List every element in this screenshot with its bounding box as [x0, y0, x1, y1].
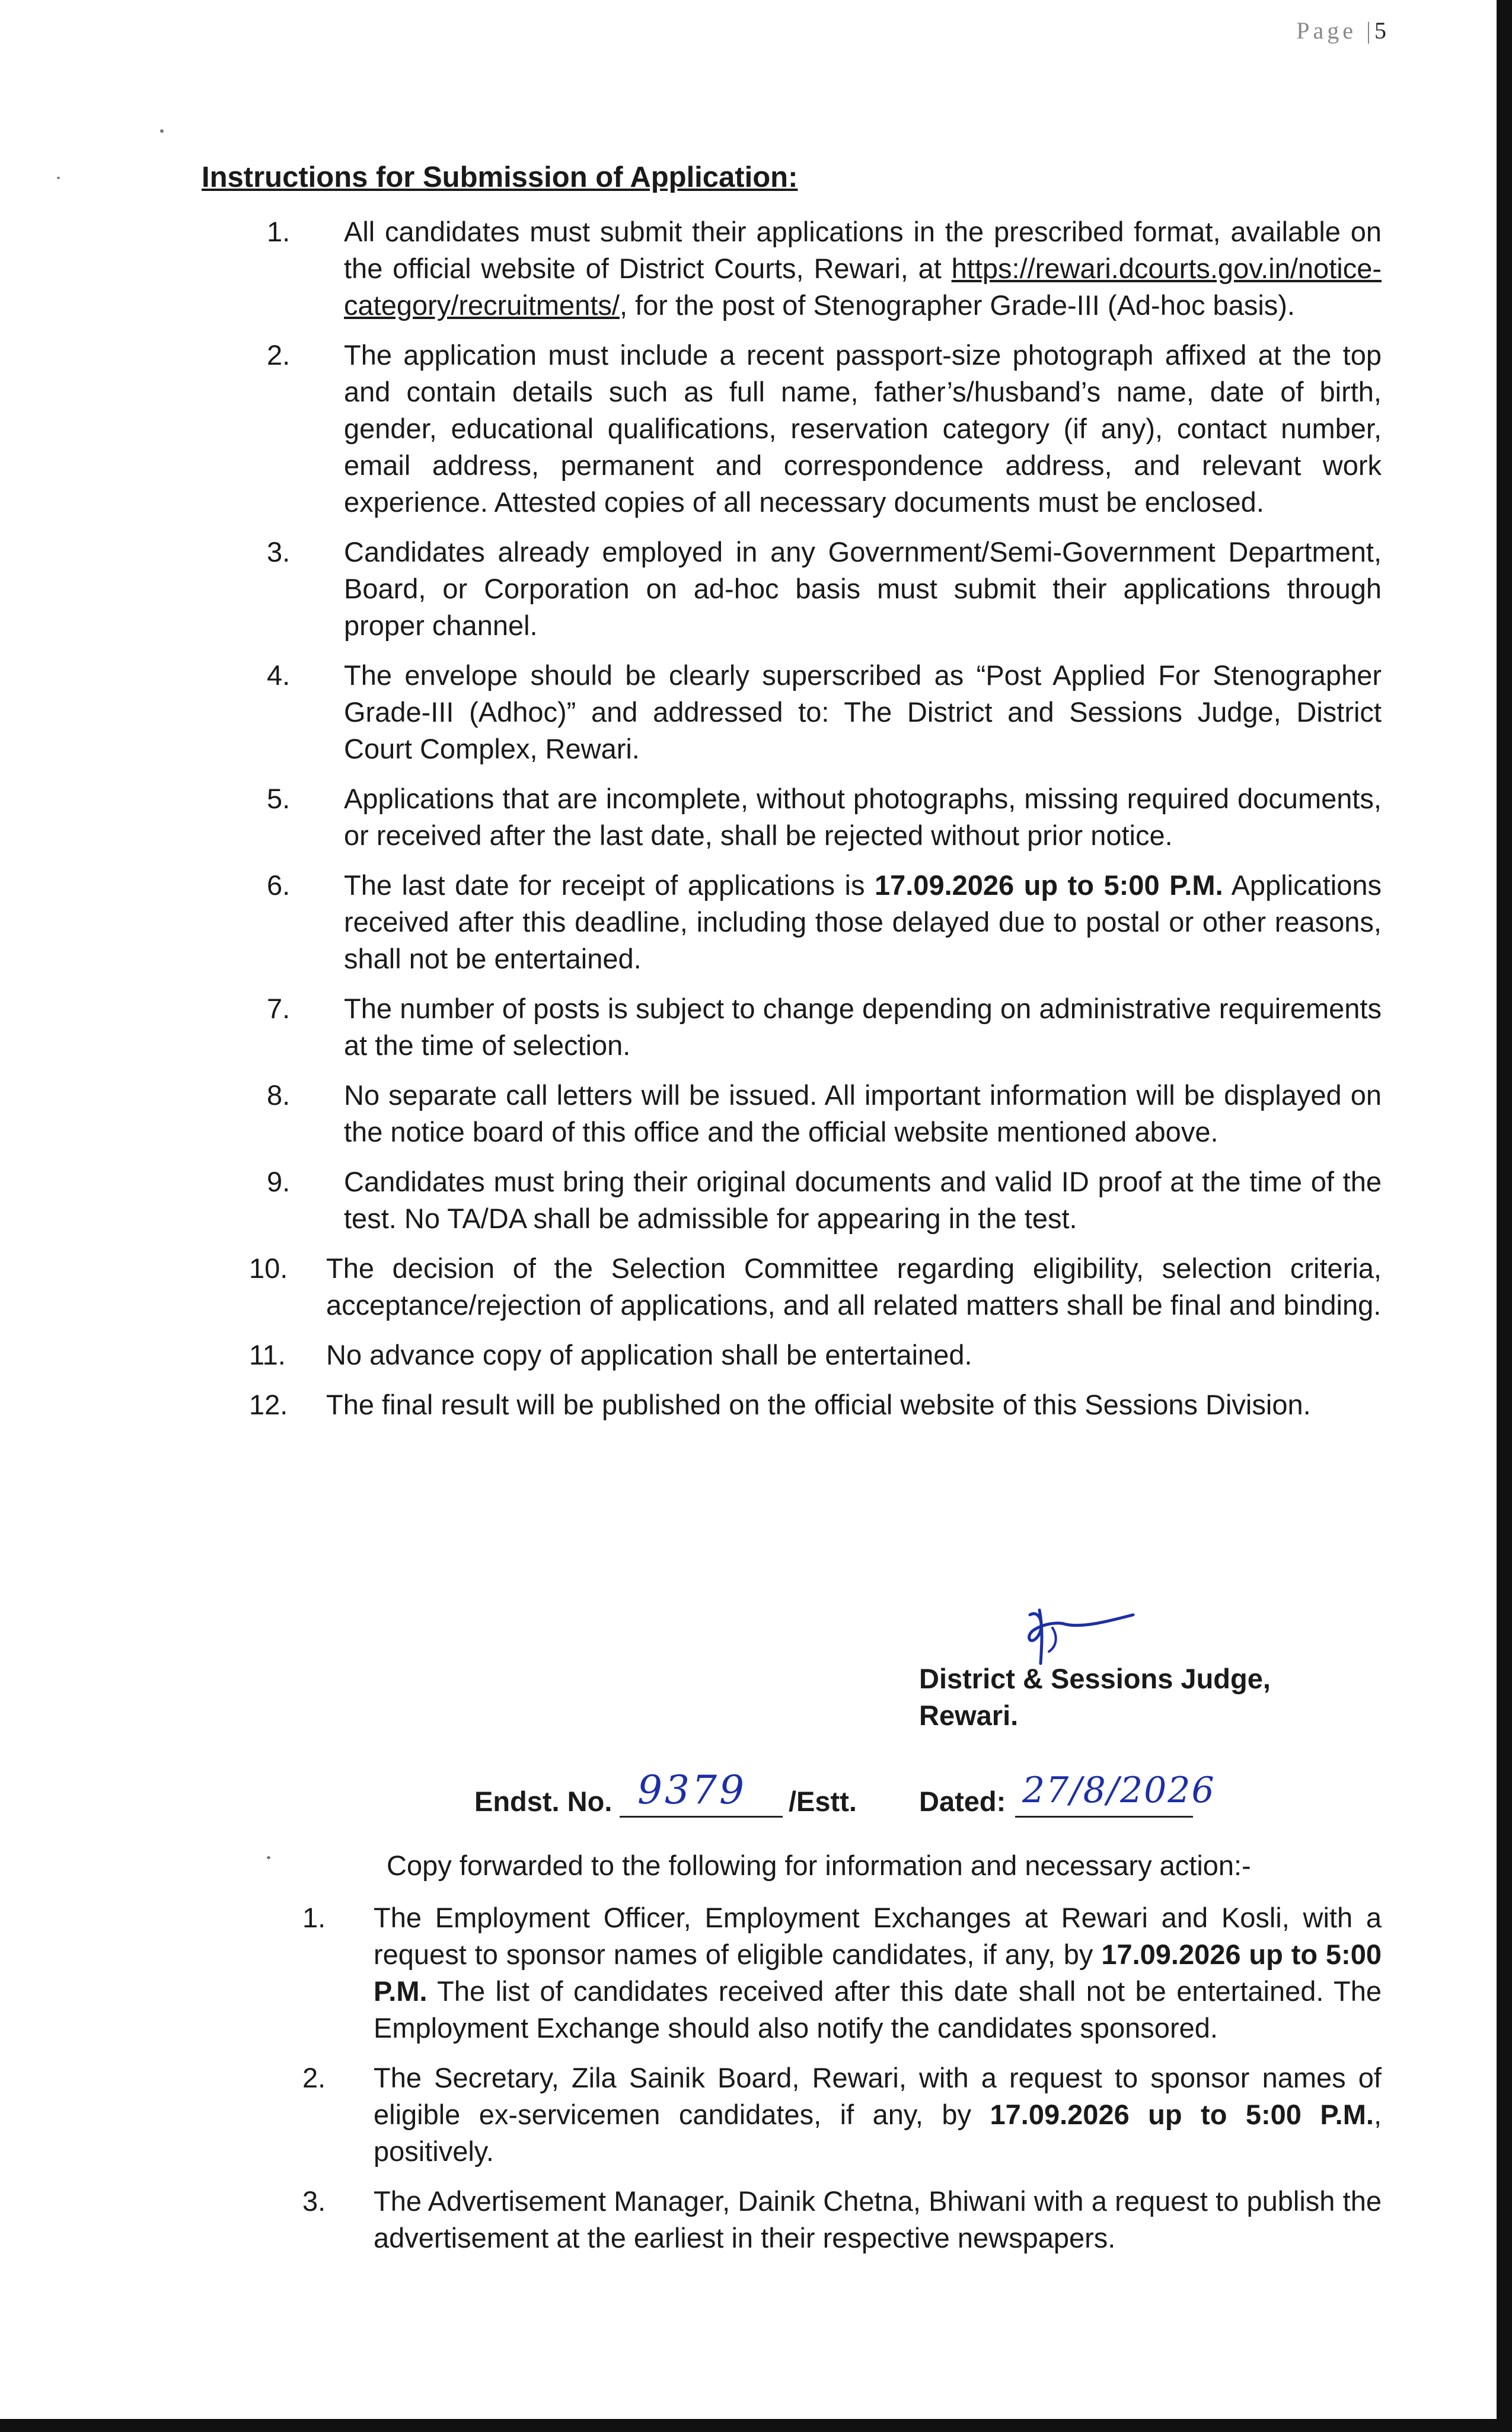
recruitment-link[interactable]: https://rewari.dcourts.gov.in/notice-category/recruitments/ — [344, 253, 1382, 321]
instruction-item-text-part: All candidates must submit their applications in the prescribed format, available on the official website of District Courts, Rewari, at — [344, 216, 1382, 284]
forward-item-text-part: The list of candidates received after this date shall not be entertained. The Employment Exchange should also notify the candidates sponsored. — [374, 1975, 1382, 2044]
instruction-item-number: 3. — [267, 536, 291, 568]
instruction-item-text — [314, 213, 1382, 324]
instruction-item-number: 7. — [267, 993, 291, 1024]
endst-number: 9379 — [637, 1767, 747, 1813]
instruction-item — [202, 1386, 1382, 1423]
instruction-item-text-part: No advance copy of application shall be entertained. — [326, 1339, 972, 1370]
endorsement-row — [474, 1767, 1364, 1821]
page-number-value: 5 — [1374, 17, 1386, 44]
instruction-item-text — [314, 1077, 1382, 1150]
forward-item — [202, 1899, 1382, 2047]
instructions-heading: Instructions for Submission of Application: — [202, 161, 798, 193]
instruction-item-text — [314, 1337, 1382, 1373]
handwritten-date: 27/8/2026 — [1022, 1770, 1216, 1811]
instruction-item-text-part: The last date for receipt of applications is — [344, 869, 875, 901]
instructions-section — [202, 159, 1382, 1436]
forward-item-text-part: 17.09.2026 up to 5:00 P.M. — [374, 1939, 1382, 2007]
estt-label: /Estt. — [789, 1786, 857, 1817]
instruction-item-text — [314, 1250, 1382, 1324]
forward-item-number: 3. — [302, 2185, 326, 2217]
instruction-item-text-part: Candidates already employed in any Government/Semi-Government Department, Board, or Corporation on ad-hoc basis must submit their applications through proper channel. — [344, 536, 1382, 641]
endst-label: Endst. No. — [474, 1786, 613, 1817]
signatory-place: Rewari. — [919, 1700, 1019, 1731]
forward-item-text — [350, 2183, 1382, 2256]
instruction-item-text-part: The envelope should be clearly superscribed as “Post Applied For Stenographer Grade-III (Adhoc)” and addressed to: The District and Sessions Judge, District Court Complex, Rewari. — [344, 659, 1382, 764]
instructions-list — [202, 213, 1382, 1423]
forward-item-text-part: 17.09.2026 up to 5:00 P.M. — [990, 2099, 1374, 2130]
instruction-item-text — [314, 337, 1382, 521]
instruction-item-number: 12. — [249, 1389, 288, 1420]
forward-item-text — [350, 2060, 1382, 2170]
instruction-item — [202, 1250, 1382, 1324]
instruction-item — [202, 1164, 1382, 1237]
endst-number-field — [620, 1767, 783, 1818]
handwritten-signature — [1017, 1604, 1141, 1669]
instruction-item-text — [314, 780, 1382, 854]
instruction-item-number: 6. — [267, 869, 291, 901]
scan-speck — [57, 177, 60, 179]
instruction-item — [202, 1337, 1382, 1373]
instruction-item — [202, 534, 1382, 644]
instruction-item-number: 1. — [267, 216, 291, 247]
forward-list — [202, 1899, 1382, 2256]
scan-speck — [160, 129, 164, 133]
page-number-label: Page — [1296, 17, 1357, 44]
instruction-item-text-part: The final result will be published on the official website of this Sessions Division. — [326, 1389, 1311, 1420]
instruction-item-text-part: , for the post of Stenographer Grade-III (Ad-hoc basis). — [619, 289, 1295, 321]
forward-item — [202, 2183, 1382, 2256]
forward-item-text-part: , positively. — [374, 2099, 1382, 2167]
instruction-item-number: 8. — [267, 1079, 291, 1111]
instruction-item — [202, 337, 1382, 521]
forward-item-text-part: The Employment Officer, Employment Exchanges at Rewari and Kosli, with a request to sponsor names of eligible candidates, if any, by — [374, 1902, 1382, 1970]
instruction-item-number: 9. — [267, 1166, 291, 1197]
instruction-item-text — [314, 1386, 1382, 1423]
instruction-item-text — [314, 534, 1382, 644]
date-field — [1015, 1770, 1216, 1818]
instruction-item — [202, 867, 1382, 977]
instruction-item-number: 4. — [267, 659, 291, 691]
instruction-item-number: 10. — [249, 1252, 288, 1284]
instruction-item-text-part: Applications received after this deadline, including those delayed due to postal or other reasons, shall not be entertained. — [344, 869, 1382, 974]
dated-label: Dated: — [919, 1786, 1006, 1817]
instruction-item-text — [314, 657, 1382, 767]
forward-item — [202, 2060, 1382, 2170]
instruction-item-text-part: Applications that are incomplete, without photographs, missing required documents, or received after the last date, shall be rejected without prior notice. — [344, 783, 1382, 851]
signatory-title: District & Sessions Judge, — [919, 1663, 1271, 1694]
forward-item-text-part: The Secretary, Zila Sainik Board, Rewari, with a request to sponsor names of eligible ex-servicemen candidates, if any, by — [374, 2062, 1382, 2130]
instruction-item-text-part: 17.09.2026 up to 5:00 P.M. — [874, 869, 1223, 901]
instruction-item-text — [314, 990, 1382, 1064]
forward-item-number: 1. — [302, 1902, 326, 1933]
instruction-item-number: 2. — [267, 339, 291, 371]
forward-section — [202, 1847, 1382, 2270]
forward-item-number: 2. — [302, 2062, 326, 2093]
instruction-item-text-part: The number of posts is subject to change depending on administrative requirements at the time of selection. — [344, 993, 1382, 1061]
instruction-item — [202, 780, 1382, 854]
signatory-block — [919, 1660, 1271, 1734]
instruction-item — [202, 657, 1382, 767]
instruction-item — [202, 990, 1382, 1064]
instruction-item-text-part: No separate call letters will be issued. All important information will be displayed on the notice board of this office and the official website mentioned above. — [344, 1079, 1382, 1148]
forward-intro: Copy forwarded to the following for information and necessary action:- — [387, 1850, 1251, 1881]
instruction-item-number: 11. — [249, 1339, 286, 1370]
instruction-item-text — [314, 867, 1382, 977]
instruction-item-text-part: Candidates must bring their original documents and valid ID proof at the time of the test. No TA/DA shall be admissible for appearing in the test. — [344, 1166, 1382, 1234]
forward-item-text — [350, 1899, 1382, 2047]
instruction-item-number: 5. — [267, 783, 291, 814]
page-number: Page |5 — [1296, 17, 1386, 44]
forward-item-text-part: The Advertisement Manager, Dainik Chetna, Bhiwani with a request to publish the advertisement at the earliest in their respective newspapers. — [374, 2185, 1382, 2253]
instruction-item — [202, 1077, 1382, 1150]
instruction-item — [202, 213, 1382, 324]
instruction-item-text-part: The application must include a recent passport-size photograph affixed at the top and contain details such as full name, father’s/husband’s name, date of birth, gender, educational qualifications, reservation category (if any), contact number, email address, permanent and correspondence address, and relevant work experience. Attested copies of all necessary documents must be enclosed. — [344, 339, 1382, 518]
instruction-item-text-part: The decision of the Selection Committee regarding eligibility, selection criteria, acceptance/rejection of applications, and all related matters shall be final and binding. — [326, 1252, 1382, 1321]
instruction-item-text — [314, 1164, 1382, 1237]
